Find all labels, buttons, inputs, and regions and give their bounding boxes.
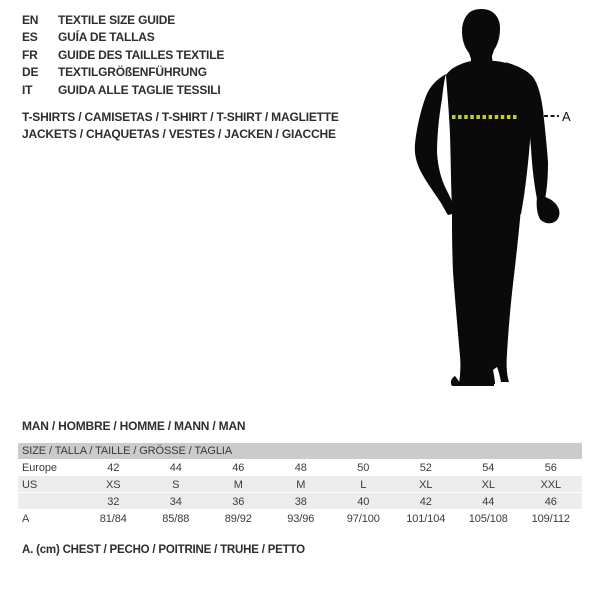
size-cell: 36 <box>232 495 245 508</box>
language-code: DE <box>22 65 39 80</box>
size-cell: 109/112 <box>531 512 570 525</box>
size-cell: 38 <box>294 495 307 508</box>
size-cell: 46 <box>232 461 245 474</box>
size-cell: 42 <box>419 495 432 508</box>
language-title: TEXTILE SIZE GUIDE <box>58 12 176 27</box>
row-label: US <box>22 478 38 491</box>
size-cell: 85/88 <box>162 512 190 525</box>
size-cell: L <box>360 478 367 491</box>
silhouette-torso <box>446 60 532 214</box>
row-label: Europe <box>22 461 57 474</box>
size-cell: 81/84 <box>99 512 127 525</box>
size-cell: S <box>172 478 180 491</box>
size-cell: 52 <box>419 461 432 474</box>
size-cell: 54 <box>482 461 495 474</box>
size-table-row-numeric <box>18 493 582 510</box>
size-cell: 93/96 <box>287 512 315 525</box>
size-cell: 46 <box>544 495 557 508</box>
size-cell: 101/104 <box>406 512 446 525</box>
size-cell: 97/100 <box>346 512 380 525</box>
size-cell: 56 <box>544 461 557 474</box>
category-line-tshirts: T-SHIRTS / CAMISETAS / T-SHIRT / T-SHIRT / MAGLIETTE <box>22 110 339 124</box>
size-cell: M <box>296 478 306 491</box>
size-table-row-europe <box>18 459 582 476</box>
language-title: GUIDE DES TAILLES TEXTILE <box>58 47 225 62</box>
measure-footnote: A. (cm) CHEST / PECHO / POITRINE / TRUHE / PETTO <box>22 544 305 556</box>
size-cell: XL <box>419 478 433 491</box>
size-cell: 44 <box>169 461 182 474</box>
language-title: GUIDA ALLE TAGLIE TESSILI <box>58 82 221 97</box>
size-cell: M <box>233 478 243 491</box>
language-code: IT <box>22 82 33 97</box>
row-label: A <box>22 512 30 525</box>
size-table-row-chest-cm <box>18 510 582 527</box>
size-cell: 50 <box>357 461 370 474</box>
size-table-row-us <box>18 476 582 493</box>
language-code: ES <box>22 30 38 45</box>
size-cell: 44 <box>482 495 495 508</box>
size-cell: 40 <box>357 495 370 508</box>
language-title: TEXTILGRÖßENFÜHRUNG <box>58 65 207 80</box>
size-cell: XS <box>106 478 121 491</box>
size-table-header: SIZE / TALLA / TAILLE / GRÖSSE / TAGLIA <box>18 443 582 459</box>
size-cell: 34 <box>169 495 182 508</box>
language-title: GUÍA DE TALLAS <box>58 30 155 45</box>
size-table <box>18 443 582 527</box>
size-cell: XXL <box>540 478 561 491</box>
silhouette-right-hand <box>537 196 560 223</box>
size-cell: 105/108 <box>468 512 508 525</box>
measure-label-a: A <box>562 109 571 124</box>
size-cell: 42 <box>107 461 120 474</box>
size-cell: 32 <box>107 495 120 508</box>
language-code: FR <box>22 47 38 62</box>
size-cell: 48 <box>294 461 307 474</box>
silhouette-legs <box>452 208 521 384</box>
silhouette-head <box>462 9 500 68</box>
size-cell: 89/92 <box>224 512 252 525</box>
size-cell: XL <box>481 478 495 491</box>
category-line-jackets: JACKETS / CHAQUETAS / VESTES / JACKEN / GIACCHE <box>22 127 336 141</box>
section-title-man: MAN / HOMBRE / HOMME / MANN / MAN <box>22 419 246 433</box>
language-code: EN <box>22 12 39 27</box>
